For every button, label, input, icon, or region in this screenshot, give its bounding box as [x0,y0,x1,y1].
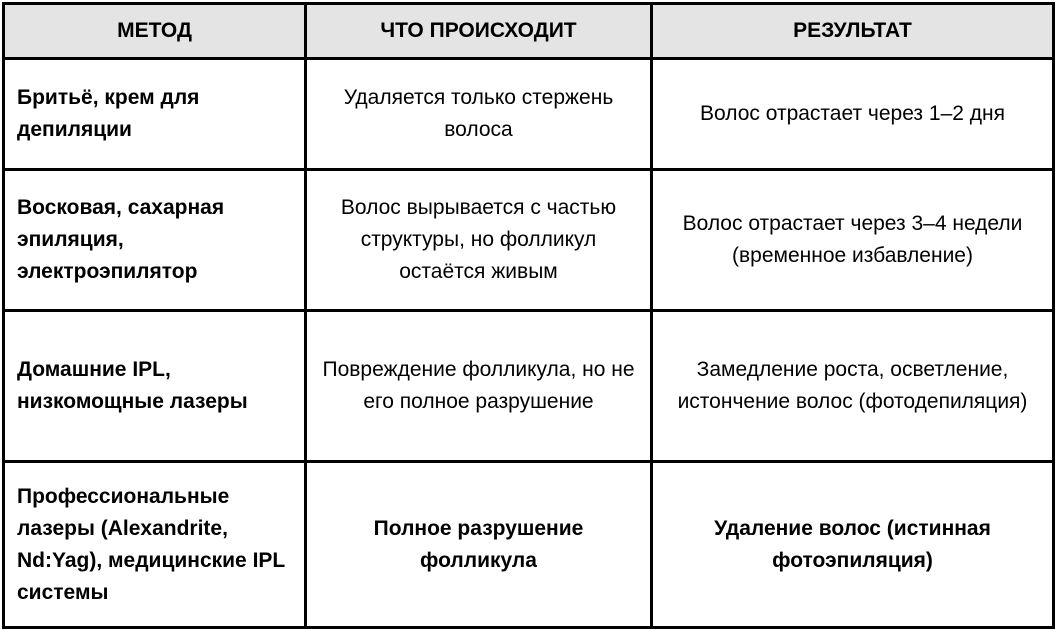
result-cell: Удаление волос (истинная фотоэпиляция) [652,462,1054,628]
result-cell: Замедление роста, осветление, истончение волос (фотодепиляция) [652,311,1054,462]
table-header-row [4,4,1054,59]
result-cell: Волос отрастает через 1–2 дня [652,59,1054,170]
process-cell: Повреждение фолликула, но не его полное разрушение [306,311,652,462]
process-cell: Удаляется только стержень волоса [306,59,652,170]
method-cell: Профессиональные лазеры (Alexandrite, Nd:Yag), медицинские IPL системы [4,462,306,628]
method-cell: Бритьё, крем для депиляции [4,59,306,170]
table-row [4,311,1054,462]
header-method: МЕТОД [4,4,306,59]
hair-removal-comparison-table [2,2,1055,629]
header-process: ЧТО ПРОИСХОДИТ [306,4,652,59]
process-cell: Волос вырывается с частью структуры, но фолликул остаётся живым [306,170,652,311]
method-cell: Домашние IPL, низкомощные лазеры [4,311,306,462]
table-row [4,59,1054,170]
table-row [4,170,1054,311]
result-cell: Волос отрастает через 3–4 недели (временное избавление) [652,170,1054,311]
method-cell: Восковая, сахарная эпиляция, электроэпилятор [4,170,306,311]
table-row [4,462,1054,628]
process-cell: Полное разрушение фолликула [306,462,652,628]
header-result: РЕЗУЛЬТАТ [652,4,1054,59]
